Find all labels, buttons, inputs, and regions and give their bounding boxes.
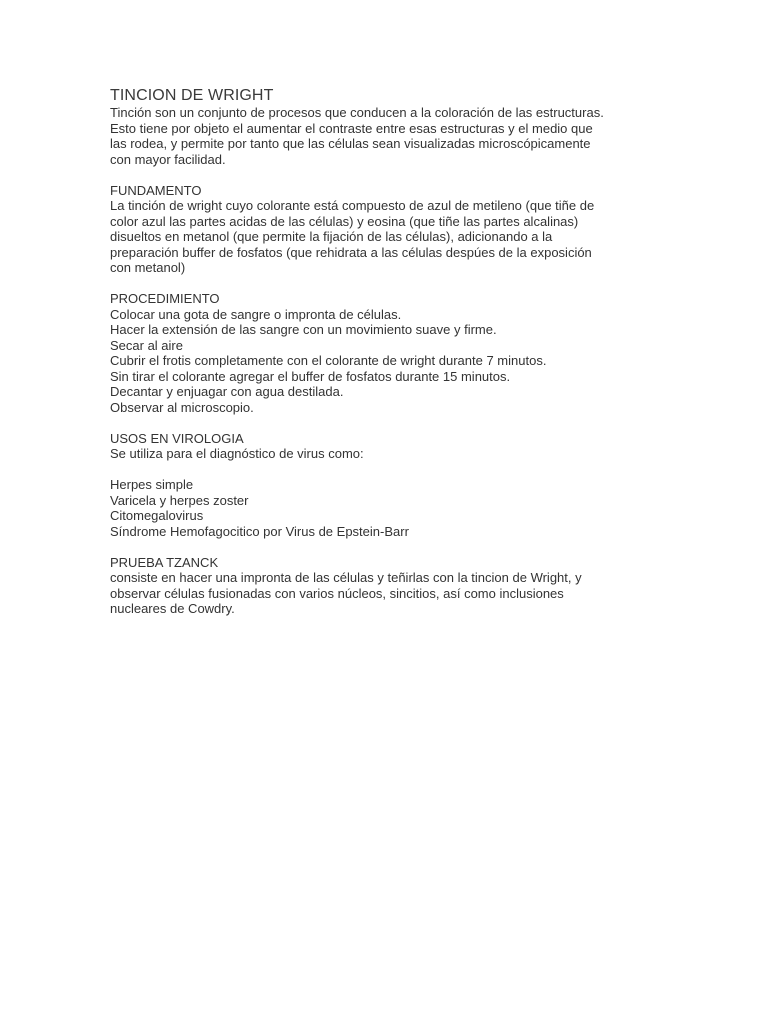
- intro-line: las rodea, y permite por tanto que las células sean visualizadas microscópicamente: [110, 136, 591, 151]
- fundamento-paragraph: [110, 198, 670, 276]
- document-title: TINCION DE WRIGHT: [110, 87, 274, 104]
- usos-heading: USOS EN VIROLOGIA: [110, 430, 244, 446]
- procedimiento-step: Cubrir el frotis completamente con el colorante de wright durante 7 minutos.: [110, 353, 547, 368]
- procedimiento-step: Observar al microscopio.: [110, 399, 254, 415]
- virus-list-item: Herpes simple: [110, 477, 194, 492]
- procedimiento-step: Colocar una gota de sangre o impronta de células.: [110, 306, 402, 322]
- tzanck-heading: PRUEBA TZANCK: [110, 554, 219, 570]
- intro-line: con mayor facilidad.: [110, 151, 226, 167]
- fundamento-line: disueltos en metanol (que permite la fijación de las células), adicionando a la: [110, 229, 553, 244]
- document-page: [110, 86, 670, 617]
- virus-list-item: Síndrome Hemofagocitico por Virus de Epstein-Barr: [110, 523, 409, 539]
- procedimiento-step: Sin tirar el colorante agregar el buffer de fosfatos durante 15 minutos.: [110, 368, 511, 384]
- procedimiento-step: Decantar y enjuagar con agua destilada.: [110, 384, 344, 399]
- fundamento-line: con metanol): [110, 260, 186, 275]
- tzanck-line: consiste en hacer una impronta de las células y teñirlas con la tincion de Wright, y: [110, 570, 582, 585]
- procedimiento-step: Secar al aire: [110, 337, 183, 353]
- procedimiento-steps: [110, 307, 670, 416]
- procedimiento-heading: PROCEDIMIENTO: [110, 291, 220, 306]
- intro-line: Tinción son un conjunto de procesos que conducen a la coloración de las estructuras.: [110, 105, 604, 120]
- usos-intro: Se utiliza para el diagnóstico de virus como:: [110, 446, 364, 461]
- fundamento-heading: FUNDAMENTO: [110, 182, 202, 198]
- procedimiento-step: Hacer la extensión de las sangre con un movimiento suave y firme.: [110, 322, 497, 337]
- intro-paragraph: [110, 105, 670, 167]
- virus-list-item: Varicela y herpes zoster: [110, 492, 249, 508]
- virus-list-item: Citomegalovirus: [110, 508, 204, 523]
- usos-section: [110, 446, 670, 539]
- blank-line: [110, 462, 670, 478]
- tzanck-line: observar células fusionadas con varios núcleos, sincitios, así como inclusiones: [110, 585, 564, 601]
- tzanck-paragraph: [110, 570, 670, 617]
- tzanck-line: nucleares de Cowdry.: [110, 601, 235, 616]
- fundamento-line: preparación buffer de fosfatos (que rehidrata a las células despúes de la exposición: [110, 244, 592, 260]
- fundamento-line: color azul las partes acidas de las células) y eosina (que tiñe las partes alcalinas): [110, 213, 579, 229]
- intro-line: Esto tiene por objeto el aumentar el contraste entre esas estructuras y el medio que: [110, 120, 593, 136]
- fundamento-line: La tinción de wright cuyo colorante está compuesto de azul de metileno (que tiñe de: [110, 198, 595, 213]
